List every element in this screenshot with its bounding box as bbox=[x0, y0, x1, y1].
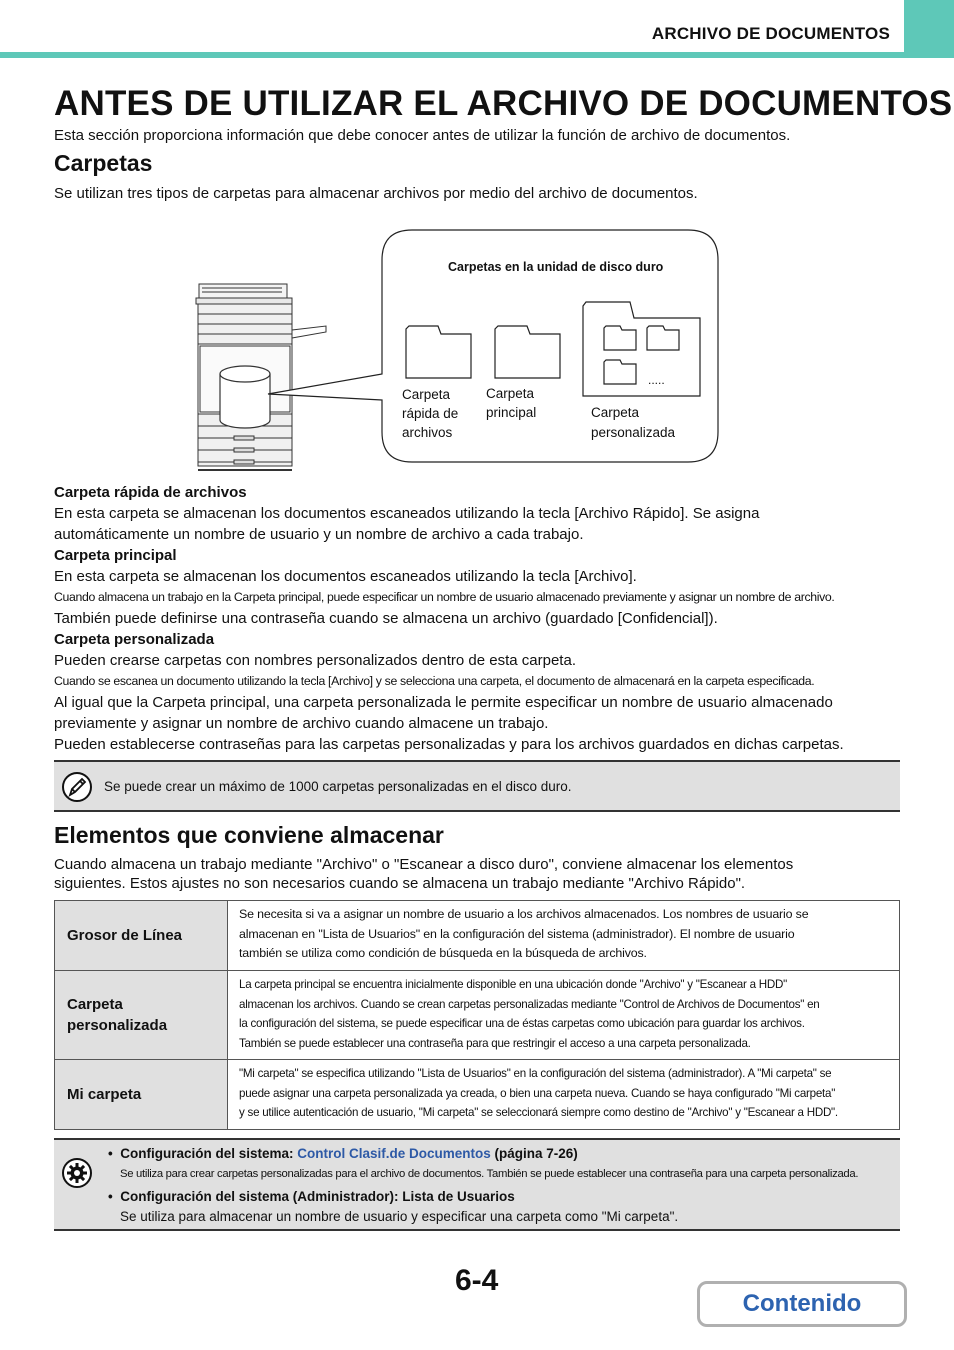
row-value-line: Se necesita si va a asignar un nombre de usuario a los archivos almacenados. Los nombres de usuario se bbox=[239, 907, 809, 922]
carpetas-heading: Carpetas bbox=[54, 150, 153, 176]
settings-item-1-desc: Se utiliza para crear carpetas personalizadas para el archivo de documentos. También se puede establecer una contraseña para una carpeta personalizada. bbox=[120, 1168, 859, 1180]
main-folder-text-1: En esta carpeta se almacenan los documentos escaneados utilizando la tecla [Archivo]. bbox=[54, 568, 637, 585]
row-key bbox=[55, 971, 228, 1060]
gear-icon bbox=[61, 1157, 93, 1189]
note-box bbox=[54, 760, 900, 812]
row-key: Mi carpeta bbox=[55, 1060, 228, 1130]
row-value bbox=[228, 1060, 900, 1130]
more-folders-ellipsis: ..... bbox=[648, 373, 665, 387]
control-clasif-link[interactable]: Control Clasif.de Documentos bbox=[297, 1146, 491, 1161]
page-number: 6-4 bbox=[455, 1264, 499, 1297]
settings-item-1-prefix: Configuración del sistema: bbox=[120, 1146, 298, 1161]
row-value-line: también se utiliza como condición de búsqueda en la búsqueda de archivos. bbox=[239, 946, 647, 961]
items-table bbox=[54, 900, 900, 1130]
folder-descriptions bbox=[54, 482, 914, 755]
quick-folder-text-2: automáticamente un nombre de usuario y un nombre de archivo a cada trabajo. bbox=[54, 526, 584, 543]
row-value-line: La carpeta principal se encuentra inicialmente disponible en una ubicación donde "Archivo" y "Escanear a HDD" bbox=[239, 978, 787, 991]
quick-folder-text-1: En esta carpeta se almacenan los documentos escaneados utilizando la tecla [Archivo Rápido]. Se asigna bbox=[54, 505, 760, 522]
row-value-line: puede asignar una carpeta personalizada ya creada, o bien una carpeta nueva. Cuando se haya configurado "Mi carpeta" bbox=[239, 1086, 836, 1100]
elementos-intro-1: Cuando almacena un trabajo mediante "Archivo" o "Escanear a disco duro", conviene almacenar los elementos bbox=[54, 856, 794, 873]
main-folder-label-2: principal bbox=[486, 405, 537, 420]
main-folder-heading: Carpeta principal bbox=[54, 547, 177, 564]
main-folder-text-2: Cuando almacena un trabajo en la Carpeta principal, puede especificar un nombre de usuario almacenado previamente y asignar un nombre de archivo. bbox=[54, 590, 835, 604]
settings-reference-box bbox=[54, 1138, 900, 1231]
hard-disk-icon bbox=[220, 366, 270, 428]
row-value bbox=[228, 901, 900, 971]
elementos-intro bbox=[54, 855, 793, 893]
table-row bbox=[55, 971, 900, 1060]
contents-button[interactable] bbox=[697, 1281, 907, 1327]
row-value-line: y se utilice autenticación de usuario, "Mi carpeta" se seleccionará siempre como destino de "Archivo" y "Escanear a HDD". bbox=[239, 1106, 838, 1119]
elementos-heading: Elementos que conviene almacenar bbox=[54, 822, 444, 848]
row-value bbox=[228, 971, 900, 1060]
elementos-intro-2: siguientes. Estos ajustes no son necesarios cuando se almacena un trabajo mediante "Archivo Rápido". bbox=[54, 875, 746, 892]
custom-folder-label-2: personalizada bbox=[591, 425, 676, 440]
custom-folder-text-1: Pueden crearse carpetas con nombres personalizados dentro de esta carpeta. bbox=[54, 652, 576, 669]
header-rule bbox=[0, 52, 904, 58]
table-row bbox=[55, 1060, 900, 1130]
settings-item-2-title: Configuración del sistema (Administrador): Lista de Usuarios bbox=[120, 1189, 515, 1204]
row-value-line: almacenan en "Lista de Usuarios" en la configuración del sistema (administrador). El nombre de usuario bbox=[239, 926, 795, 941]
note-text: Se puede crear un máximo de 1000 carpetas personalizadas en el disco duro. bbox=[104, 779, 572, 794]
row-value-line: También se puede establecer una contraseña para que restringir el acceso a una carpeta personalizada. bbox=[239, 1036, 751, 1050]
quick-folder-heading: Carpeta rápida de archivos bbox=[54, 484, 247, 501]
settings-item-1-suffix: (página 7-26) bbox=[490, 1146, 578, 1161]
settings-item-2: • Configuración del sistema (Administrador): Lista de Usuarios bbox=[108, 1189, 515, 1204]
main-folder-icon bbox=[495, 326, 560, 378]
folders-diagram bbox=[190, 222, 730, 478]
quick-folder-label-2: rápida de bbox=[402, 406, 459, 421]
row-value-line: "Mi carpeta" se especifica utilizando "Lista de Usuarios" en la configuración del sistema (administrador). A "Mi carpeta" se bbox=[239, 1067, 832, 1080]
custom-folder-text-5: Pueden establecerse contraseñas para las carpetas personalizadas y para los archivos guardados en dichas carpetas. bbox=[54, 736, 844, 753]
note-pencil-icon bbox=[61, 771, 93, 803]
carpetas-intro: Se utilizan tres tipos de carpetas para almacenar archivos por medio del archivo de documentos. bbox=[54, 185, 698, 202]
row-key-line: Carpeta bbox=[67, 996, 123, 1013]
settings-item-2-desc: Se utiliza para almacenar un nombre de usuario y especificar una carpeta como "Mi carpeta". bbox=[120, 1209, 679, 1224]
custom-folder-heading: Carpeta personalizada bbox=[54, 631, 215, 648]
page-title: ANTES DE UTILIZAR EL ARCHIVO DE DOCUMENTOS bbox=[54, 84, 953, 123]
main-folder-label-1: Carpeta bbox=[486, 386, 535, 401]
quick-folder-label-1: Carpeta bbox=[402, 387, 451, 402]
contents-button-label: Contenido bbox=[742, 1290, 862, 1317]
bubble-title: Carpetas en la unidad de disco duro bbox=[448, 260, 664, 274]
quick-folder-icon bbox=[406, 326, 471, 378]
custom-folder-text-2: Cuando se escanea un documento utilizando la tecla [Archivo] y se selecciona una carpeta, el documento de almacenará en la carpeta especificada. bbox=[54, 674, 815, 688]
row-key: Grosor de Línea bbox=[55, 901, 228, 971]
section-title: ARCHIVO DE DOCUMENTOS bbox=[651, 24, 890, 43]
header-tab bbox=[904, 0, 954, 58]
custom-folder-label-1: Carpeta bbox=[591, 405, 640, 420]
row-value-line: la configuración del sistema, se puede especificar una de éstas carpetas como ubicación para guardar los archivos. bbox=[239, 1017, 805, 1030]
main-folder-text-3: También puede definirse una contraseña cuando se almacena un archivo (guardado [Confidencial]). bbox=[54, 610, 718, 627]
quick-folder-label-3: archivos bbox=[402, 425, 453, 440]
row-key-line: personalizada bbox=[67, 1017, 168, 1034]
settings-item-1: • Configuración del sistema: Control Clasif.de Documentos (página 7-26) bbox=[108, 1146, 578, 1161]
page-intro: Esta sección proporciona información que debe conocer antes de utilizar la función de archivo de documentos. bbox=[54, 127, 791, 144]
row-value-line: almacenan los archivos. Cuando se crean carpetas personalizadas mediante "Control de Archivos de Documentos" en bbox=[239, 997, 820, 1011]
custom-folder-text-4: previamente y asignar un nombre de archivo cuando almacene un trabajo. bbox=[54, 715, 549, 732]
table-row bbox=[55, 901, 900, 971]
custom-folder-text-3: Al igual que la Carpeta principal, una carpeta personalizada le permite especificar un nombre de usuario almacenado bbox=[54, 694, 833, 711]
